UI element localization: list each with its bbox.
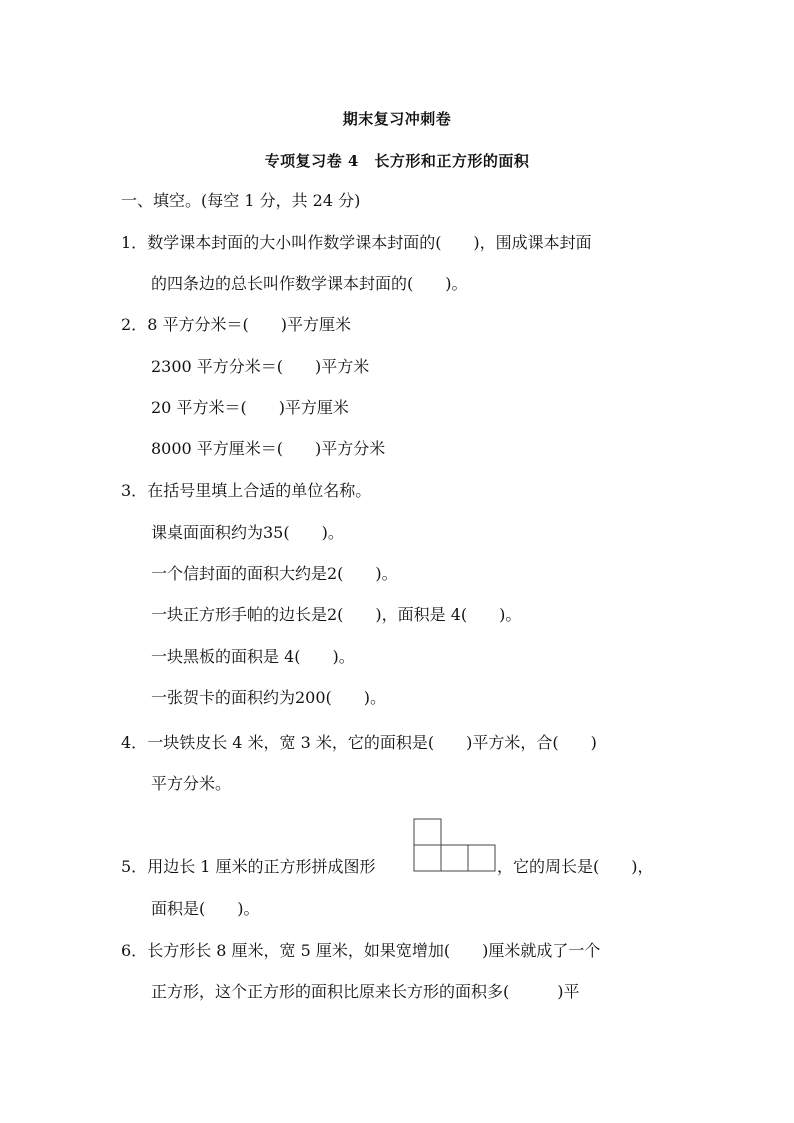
bottom-square-2: [441, 845, 468, 871]
question-3-line-2: 课桌面面积约为35( )。: [151, 523, 344, 542]
question-1-line-2: 的四条边的总长叫作数学课本封面的( )。: [151, 274, 468, 293]
question-text: 用边长 1 厘米的正方形拼成图形: [147, 857, 376, 876]
question-number: 2．: [121, 315, 148, 334]
question-3-line-4: 一块正方形手帕的边长是2( )，面积是 4( )。: [151, 605, 522, 624]
question-5-line-2: 面积是( )。: [151, 899, 260, 918]
page-subtitle: 专项复习卷 4 长方形和正方形的面积: [264, 152, 530, 170]
question-text: 在括号里填上合适的单位名称。: [147, 481, 372, 500]
section-heading: 一、填空。(每空 1 分，共 24 分): [121, 191, 361, 210]
question-text: 数学课本封面的大小叫作数学课本封面的( )，围成课本封面: [147, 233, 592, 252]
square-shape-svg: [413, 818, 497, 872]
question-4-line-2: 平方分米。: [151, 774, 232, 793]
bottom-square-3: [468, 845, 495, 871]
question-3-line-3: 一个信封面的面积大约是2( )。: [151, 564, 398, 583]
question-number: 6．: [121, 941, 148, 960]
question-text: 8 平方分米＝( )平方厘米: [147, 315, 351, 334]
question-3-line-6: 一张贺卡的面积约为200( )。: [151, 688, 387, 707]
question-number: 4．: [121, 733, 148, 752]
question-2-line-4: 8000 平方厘米＝( )平方分米: [151, 439, 386, 458]
question-text: 长方形长 8 厘米，宽 5 厘米，如果宽增加( )厘米就成了一个: [147, 941, 601, 960]
square-shape-figure: [413, 818, 497, 872]
question-5-line-1-start: [121, 856, 376, 878]
question-6-line-1: [121, 940, 600, 962]
question-3-line-1: [121, 480, 371, 502]
question-3-line-5: 一块黑板的面积是 4( )。: [151, 647, 355, 666]
question-number: 5．: [121, 857, 148, 876]
bottom-square-1: [414, 845, 441, 871]
question-2-line-3: 20 平方米＝( )平方厘米: [151, 398, 349, 417]
question-4-line-1: [121, 732, 597, 754]
question-2-line-1: [121, 314, 351, 336]
question-6-line-2: 正方形，这个正方形的面积比原来长方形的面积多( )平: [151, 982, 580, 1001]
question-text: 一块铁皮长 4 米，宽 3 米，它的面积是( )平方米，合( ): [147, 733, 597, 752]
question-number: 3．: [121, 481, 148, 500]
question-1-line-1: [121, 232, 592, 254]
question-number: 1．: [121, 233, 148, 252]
top-square: [414, 819, 441, 845]
page-title: 期末复习冲刺卷: [342, 110, 452, 128]
question-2-line-2: 2300 平方分米＝( )平方米: [151, 357, 370, 376]
question-5-line-1-end: ，它的周长是( )，: [497, 857, 654, 876]
